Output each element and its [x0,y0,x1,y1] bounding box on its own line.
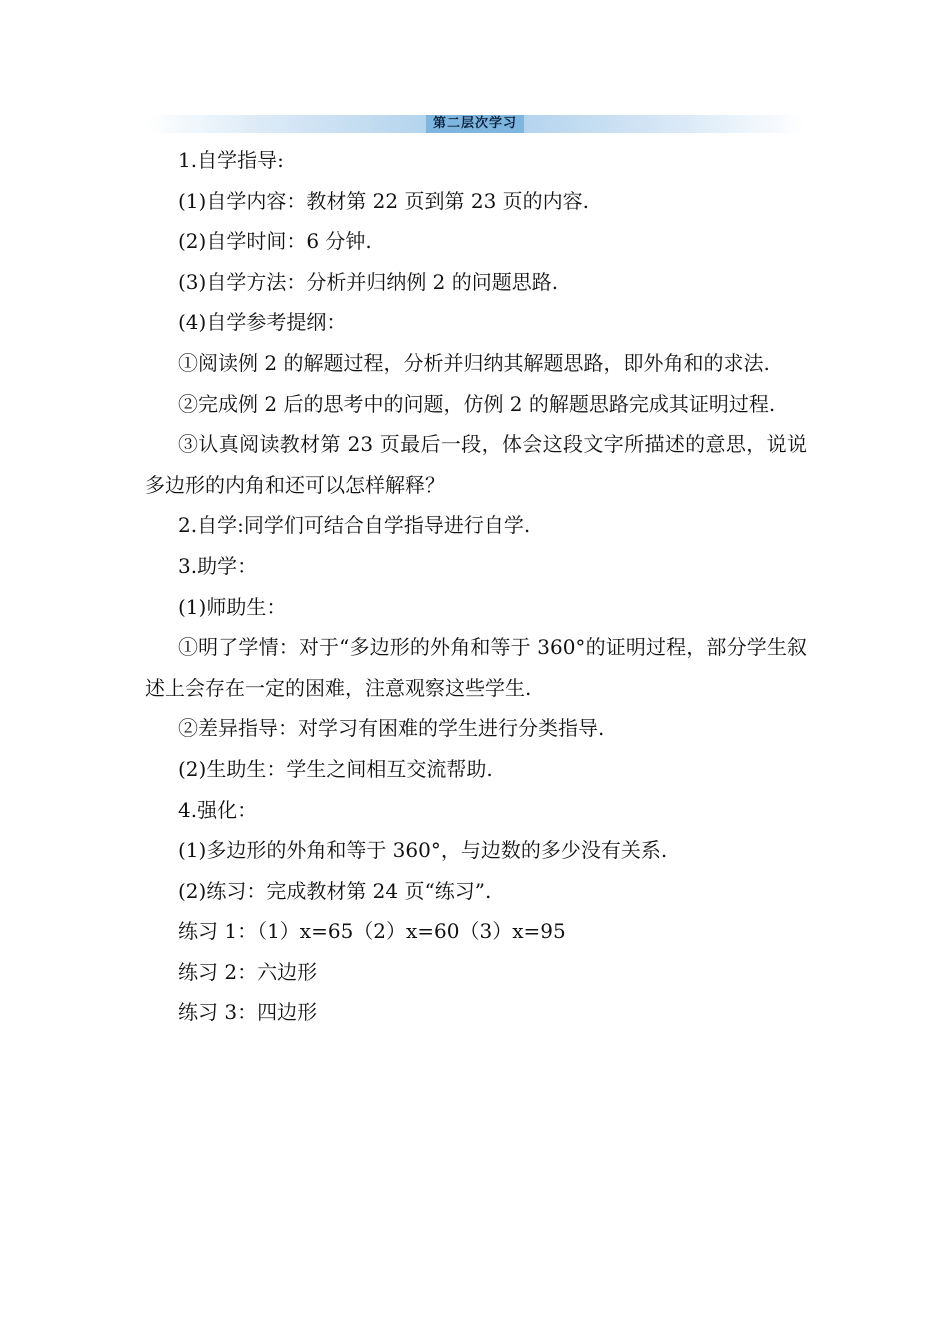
paragraph: ②完成例 2 后的思考中的问题，仿例 2 的解题思路完成其证明过程. [178,391,776,416]
paragraph: 练习 1：（1）x=65（2）x=60（3）x=95 [178,919,566,944]
paragraph: 练习 2：六边形 [178,959,318,984]
paragraph: 练习 3：四边形 [178,1000,318,1025]
paragraph: 3.助学： [178,553,258,578]
paragraph: 2.自学:同学们可结合自学指导进行自学. [178,513,531,538]
paragraph: (3)自学方法：分析并归纳例 2 的问题思路. [178,269,559,294]
paragraph: 1.自学指导: [178,148,284,172]
paragraph: (1)师助生： [178,594,287,619]
paragraph: (1)自学内容：教材第 22 页到第 23 页的内容. [178,188,590,213]
paragraph: (4)自学参考提纲： [178,310,347,335]
document-body [145,140,807,1033]
paragraph: (2)自学时间：6 分钟. [178,229,372,254]
section-heading: 第二层次学习 [426,115,524,133]
paragraph: (1)多边形的外角和等于 360°，与边数的多少没有关系. [178,838,668,863]
paragraph: ①阅读例 2 的解题过程，分析并归纳其解题思路，即外角和的求法. [178,350,770,375]
paragraph: (2)练习：完成教材第 24 页“练习”. [178,878,492,903]
paragraph: ①明了学情：对于“多边形的外角和等于 360°的证明过程，部分学生叙述上会存在一定的困难，注意观察这些学生. [145,635,807,700]
paragraph: ③认真阅读教材第 23 页最后一段，体会这段文字所描述的意思，说说多边形的内角和还可以怎样解释？ [145,432,807,497]
paragraph: 4.强化： [178,797,258,822]
paragraph: (2)生助生：学生之间相互交流帮助. [178,756,493,781]
section-banner [145,115,805,133]
paragraph: ②差异指导：对学习有困难的学生进行分类指导. [178,716,605,741]
